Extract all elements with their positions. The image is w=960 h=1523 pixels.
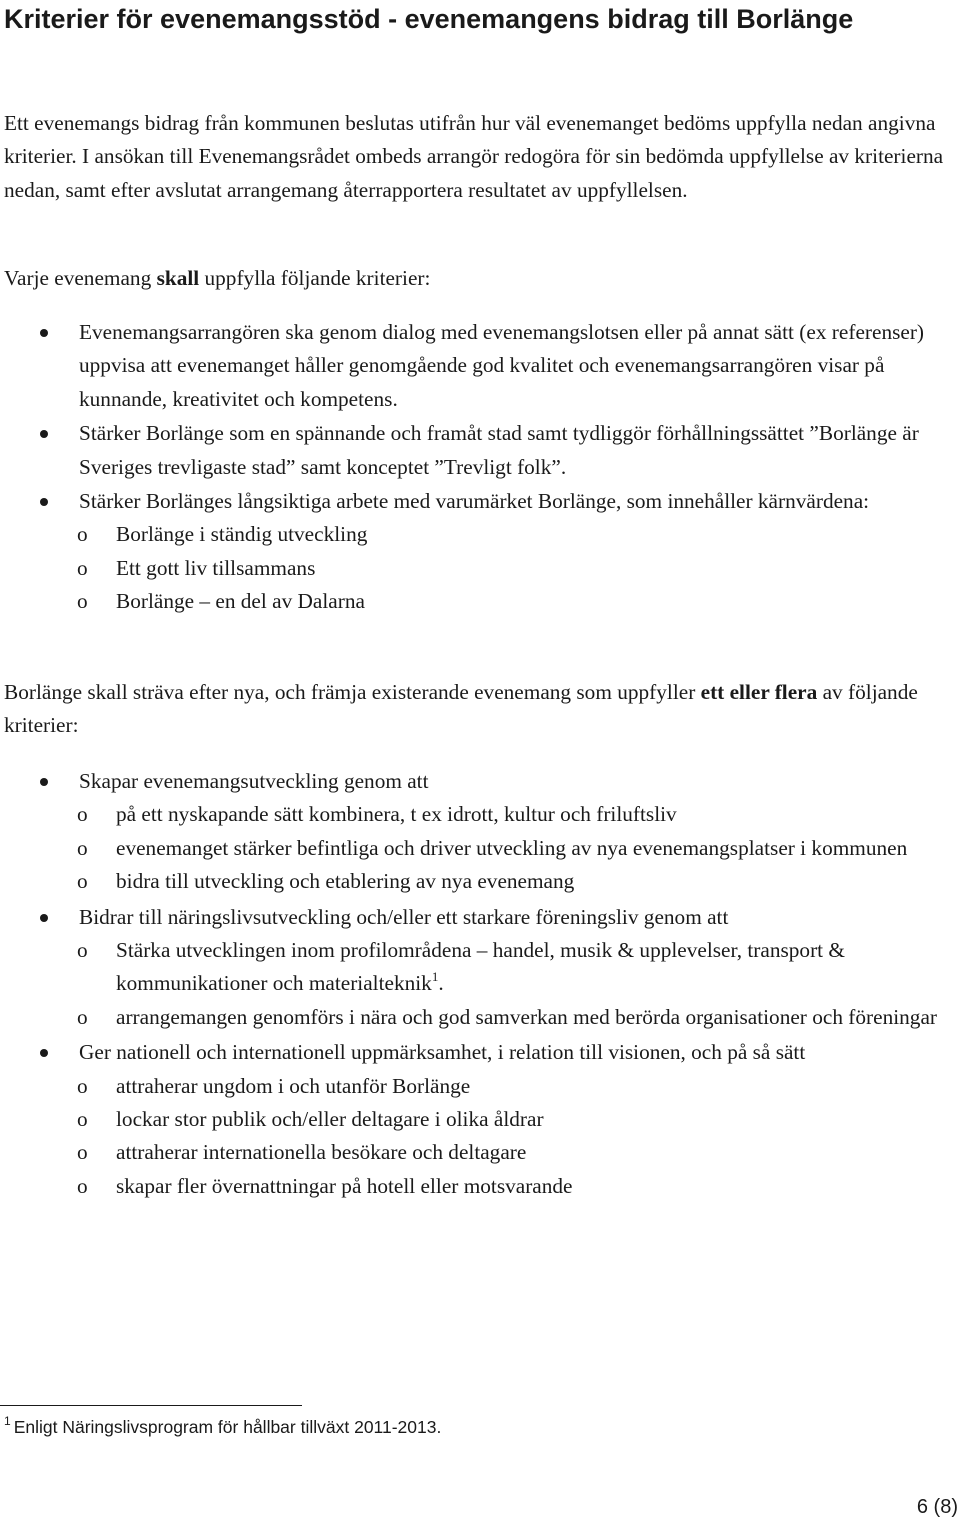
list-item: Ger nationell och internationell uppmärksamhet, i relation till visionen, och på så sätt o attraherar ungdom i och utanför Borlänge o lockar stor publik och/eller deltagare i olika åldrar o attraherar internationella besökare och deltagare o skapar fler övernattningar på hotell eller motsvarande: [0, 1036, 960, 1203]
core-values-list: [79, 518, 960, 618]
list-item: o attraherar ungdom i och utanför Borlänge: [77, 1073, 471, 1098]
should-heading-bold: ett eller flera: [700, 680, 818, 704]
list-item: o attraherar internationella besökare och deltagare: [77, 1140, 527, 1165]
list-item: o bidra till utveckling och etablering av nya evenemang: [77, 869, 575, 894]
footnote: [4, 1415, 441, 1439]
list-item: Evenemangsarrangören ska genom dialog med evenemangslotsen eller på annat sätt (ex referenser) uppvisa att evenemanget håller genomgående god kvalitet och evenemangsarrangören visar på kunnande, kreativitet och kompetens.: [0, 316, 960, 416]
should-criteria-heading: [4, 676, 952, 743]
list-item: o skapar fler övernattningar på hotell eller motsvarande: [77, 1173, 573, 1198]
list-item: o på ett nyskapande sätt kombinera, t ex idrott, kultur och friluftsliv: [77, 802, 677, 827]
list-item: o arrangemangen genomförs i nära och god samverkan med berörda organisationer och föreningar: [77, 1004, 937, 1029]
must-criteria-heading: [4, 262, 952, 295]
list-item: o evenemanget stärker befintliga och driver utveckling av nya evenemangsplatser i kommunen: [77, 835, 908, 860]
list-item: o Stärka utvecklingen inom profilområdena – handel, musik & upplevelser, transport & kommunikationer och materialteknik$^1$.: [77, 938, 845, 996]
should-criteria-list: [0, 765, 960, 1203]
footnote-text: Enligt Näringslivsprogram för hållbar tillväxt 2011-2013.: [13, 1417, 442, 1437]
must-heading-pre: Varje evenemang: [4, 266, 157, 290]
list-item: Skapar evenemangsutveckling genom att o på ett nyskapande sätt kombinera, t ex idrott, kultur och friluftsliv o evenemanget stärker befintliga och driver utveckling av nya evenemangsplatser i kommunen o bidra till utveckling och etablering av nya evenemang: [0, 765, 960, 899]
must-heading-post: uppfylla följande kriterier:: [199, 266, 431, 290]
page-number: 6 (8): [916, 1496, 958, 1518]
footnote-reference: 1: [431, 969, 439, 985]
must-criteria-list: [0, 316, 960, 619]
page-title: Kriterier för evenemangsstöd - evenemangens bidrag till Borlänge: [4, 4, 854, 34]
list-item: Stärker Borlänge som en spännande och framåt stad samt tydliggör förhållningssättet ”Borlänge är Sveriges trevligaste stad” samt konceptet ”Trevligt folk”.: [0, 417, 960, 484]
should-heading-post: av följande kriterier:: [4, 680, 918, 738]
list-item: o Borlänge – en del av Dalarna: [77, 589, 365, 614]
list-item: Stärker Borlänges långsiktiga arbete med varumärket Borlänge, som innehåller kärnvärdena: o Borlänge i ständig utveckling o Ett gott liv tillsammans o Borlänge – en del av Dalarna: [0, 485, 960, 619]
list-item: o Ett gott liv tillsammans: [77, 555, 316, 580]
should-heading-pre: Borlänge skall sträva efter nya, och främja existerande evenemang som uppfyller: [4, 680, 701, 704]
list-item: o Borlänge i ständig utveckling: [77, 522, 368, 547]
intro-paragraph: Ett evenemangs bidrag från kommunen beslutas utifrån hur väl evenemanget bedöms uppfylla nedan angivna kriterier. I ansökan till Evenemangsrådet ombeds arrangör redogöra för sin bedömda uppfyllelse av kriterierna nedan, samt efter avslutat arrangemang återrapportera resultatet av uppfyllelsen.: [4, 111, 944, 202]
footnote-mark: 1: [4, 1414, 11, 1428]
list-item: o lockar stor publik och/eller deltagare i olika åldrar: [77, 1107, 544, 1132]
footnote-divider: [0, 1405, 302, 1406]
must-heading-bold: skall: [156, 266, 200, 290]
list-item: Bidrar till näringslivsutveckling och/eller ett starkare föreningsliv genom att o Stärka utvecklingen inom profilområdena – handel, musik & upplevelser, transport & kommunikationer och materialteknik$^1$. o arrangemangen genomförs i nära och god samverkan med berörda organisationer och föreningar: [0, 901, 960, 1035]
